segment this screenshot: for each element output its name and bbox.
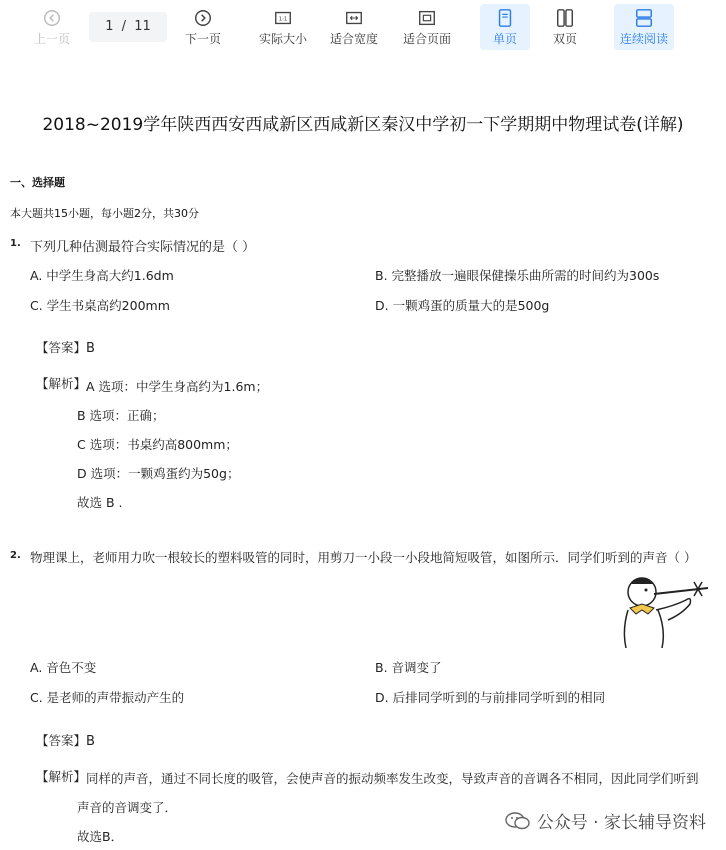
fit-page-label: 适合页面 bbox=[402, 32, 451, 46]
single-page-label: 单页 bbox=[492, 32, 517, 46]
teacher-blowing-straw-figure bbox=[612, 570, 718, 650]
actual-size-button[interactable] bbox=[254, 4, 312, 50]
question-number-1: 1. bbox=[10, 238, 21, 249]
page-separator: / bbox=[121, 19, 127, 34]
fit-page-icon bbox=[416, 8, 438, 28]
fit-page-button[interactable] bbox=[398, 4, 456, 50]
q1-option-b: B. 完整播放一遍眼保健操乐曲所需的时间约为300s bbox=[375, 268, 660, 283]
q1-answer: B bbox=[86, 341, 95, 356]
q1-option-d: D. 一颗鸡蛋的质量大的是500g bbox=[375, 298, 550, 313]
q1-answer-tag: 【答案】 bbox=[36, 340, 87, 355]
document-title: 2018~2019学年陕西西安西咸新区西咸新区秦汉中学初一下学期期中物理试卷(详解) bbox=[42, 115, 684, 135]
chevron-left-circle-icon bbox=[41, 8, 63, 28]
watermark bbox=[505, 808, 706, 833]
actual-size-label: 实际大小 bbox=[258, 32, 307, 46]
question-2-stem: 物理课上，老师用力吹一根较长的塑料吸管的同时，用剪刀一小段一小段地简短吸管，如图所示．同学们听到的声音（ ） bbox=[30, 550, 697, 565]
fit-width-button[interactable] bbox=[325, 4, 383, 50]
page-current: 1 bbox=[105, 19, 114, 34]
continuous-reading-button[interactable] bbox=[614, 4, 674, 50]
watermark-text: 公众号 · 家长辅导资料 bbox=[536, 813, 706, 833]
question-number-2: 2. bbox=[10, 550, 21, 561]
q1-analysis-line-2: B 选项：正确； bbox=[77, 408, 165, 423]
q2-option-d: D. 后排同学听到的与前排同学听到的相同 bbox=[375, 690, 606, 705]
question-1-stem: 下列几种估测最符合实际情况的是（ ） bbox=[30, 240, 256, 255]
double-page-label: 双页 bbox=[552, 32, 577, 46]
single-page-button[interactable] bbox=[480, 4, 530, 50]
q2-analysis-tag: 【解析】 bbox=[36, 769, 87, 784]
fit-width-label: 适合宽度 bbox=[329, 32, 378, 46]
next-page-button[interactable] bbox=[175, 4, 231, 50]
q2-analysis-line-2: 声音的音调变了． bbox=[77, 800, 178, 815]
fit-width-icon bbox=[343, 8, 365, 28]
continuous-reading-icon bbox=[633, 8, 655, 28]
section-heading: 一、选择题 bbox=[10, 176, 65, 189]
q1-option-c: C. 学生书桌高约200mm bbox=[30, 298, 170, 313]
q2-answer: B bbox=[86, 734, 95, 749]
double-page-icon bbox=[554, 8, 576, 28]
single-page-icon bbox=[494, 8, 516, 28]
q1-analysis-line-3: C 选项：书桌约高800mm； bbox=[77, 437, 238, 452]
double-page-button[interactable] bbox=[540, 4, 590, 50]
next-page-label: 下一页 bbox=[184, 32, 221, 46]
q2-option-b: B. 音调变了 bbox=[375, 660, 442, 675]
prev-page-label: 上一页 bbox=[33, 32, 70, 46]
page-total: 11 bbox=[134, 19, 151, 34]
svg-text:1:1: 1:1 bbox=[278, 16, 288, 23]
wechat-icon bbox=[505, 811, 531, 831]
q1-analysis-line-5: 故选 B . bbox=[77, 495, 123, 510]
section-note: 本大题共15小题，每小题2分，共30分 bbox=[10, 207, 199, 220]
viewer-toolbar bbox=[0, 0, 726, 58]
q2-option-a: A. 音色不变 bbox=[30, 660, 97, 675]
q1-analysis-line-1: A 选项：中学生身高约为1.6m； bbox=[86, 379, 269, 394]
chevron-right-circle-icon bbox=[192, 8, 214, 28]
q2-analysis-line-3: 故选B． bbox=[77, 829, 124, 844]
q2-analysis-line-1: 同样的声音，通过不同长度的吸管，会使声音的振动频率发生改变，导致声音的音调各不相同，因此同学们听到 bbox=[86, 771, 699, 786]
actual-size-icon bbox=[272, 8, 294, 28]
continuous-reading-label: 连续阅读 bbox=[619, 32, 668, 46]
q1-analysis-tag: 【解析】 bbox=[36, 376, 87, 391]
q2-answer-tag: 【答案】 bbox=[36, 733, 87, 748]
page-indicator[interactable] bbox=[89, 12, 167, 42]
q1-option-a: A. 中学生身高大约1.6dm bbox=[30, 268, 174, 283]
q2-option-c: C. 是老师的声带振动产生的 bbox=[30, 690, 185, 705]
q1-analysis-line-4: D 选项：一颗鸡蛋约为50g； bbox=[77, 466, 240, 481]
prev-page-button[interactable] bbox=[24, 4, 80, 50]
